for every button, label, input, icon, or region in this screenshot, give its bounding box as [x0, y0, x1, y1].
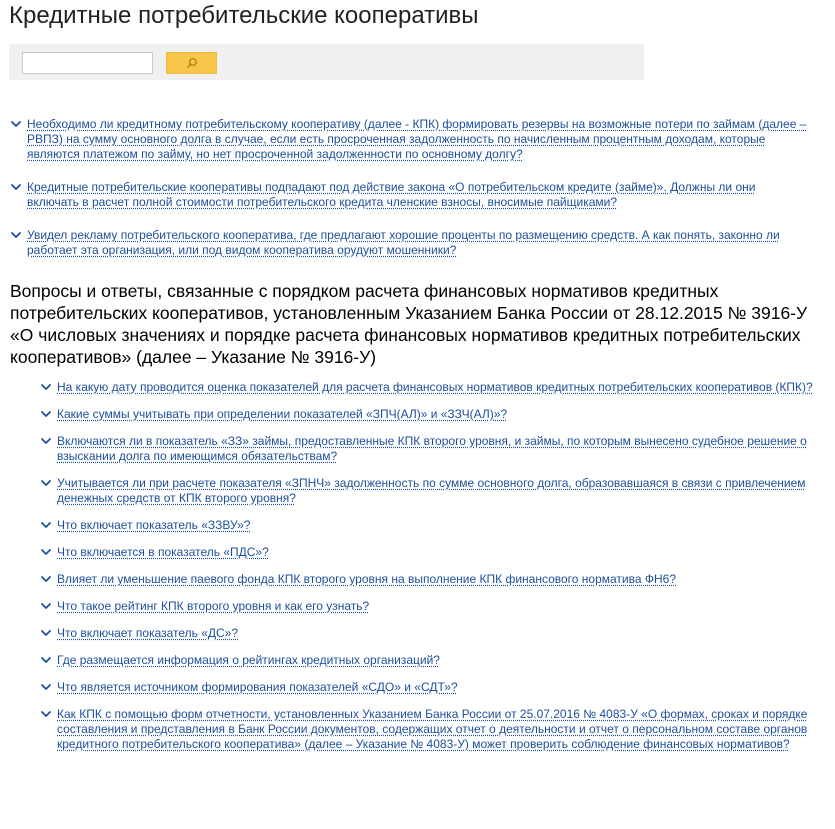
faq-item[interactable]: [40, 380, 815, 395]
faq-question-link[interactable]: На какую дату проводится оценка показателей для расчета финансовых нормативов кредитных потребительских кооперативов (КПК)?: [57, 380, 813, 394]
chevron-down-icon: [40, 681, 52, 693]
faq-item[interactable]: [40, 680, 815, 695]
faq-question-link[interactable]: Как КПК с помощью форм отчетности, установленных Указанием Банка России от 25.07.2016 № 4083-У «О формах, сроках и порядке составления и представления в Банк России документов, содержащих отчет о деятельности и отчет о персональном составе органов кредитного потребительского кооператива» (далее – Указание № 4083-У) может проверить соблюдение финансовых нормативов?: [57, 707, 808, 751]
faq-question-link[interactable]: Необходимо ли кредитному потребительскому кооперативу (далее - КПК) формировать резервы на возможные потери по займам (далее – РВПЗ) на сумму основного долга в случае, если есть просроченная задолженность по начисленным процентным доходам, которые являются платежом по займу, но нет просроченной задолженности по основному долгу?: [27, 117, 807, 161]
search-input[interactable]: [22, 52, 153, 74]
faq-question-link[interactable]: Какие суммы учитывать при определении показателей «ЗПЧ(АЛ)» и «ЗЗЧ(АЛ)»?: [57, 407, 508, 421]
faq-item[interactable]: [40, 572, 815, 587]
faq-item[interactable]: [10, 228, 810, 258]
chevron-down-icon: [40, 381, 52, 393]
chevron-down-icon: [40, 708, 52, 720]
faq-question-link[interactable]: Что является источником формирования показателей «СДО» и «СДТ»?: [57, 680, 458, 694]
faq-question-link[interactable]: Учитывается ли при расчете показателя «ЗПНЧ» задолженность по сумме основного долга, образовавшаяся в связи с привлечением денежных средств от КПК второго уровня?: [57, 476, 806, 505]
chevron-down-icon: [40, 477, 52, 489]
chevron-down-icon: [40, 519, 52, 531]
faq-list-top: [10, 117, 810, 276]
faq-question-link[interactable]: Что включает показатель «ДС»?: [57, 626, 239, 640]
faq-item[interactable]: [40, 707, 815, 752]
chevron-down-icon: [40, 627, 52, 639]
faq-item[interactable]: [40, 545, 815, 560]
faq-item[interactable]: [40, 653, 815, 668]
faq-question-link[interactable]: Влияет ли уменьшение паевого фонда КПК второго уровня на выполнение КПК финансового норматива ФН6?: [57, 572, 677, 586]
search-icon: [186, 57, 198, 69]
faq-item[interactable]: [10, 117, 810, 162]
chevron-down-icon: [40, 546, 52, 558]
faq-item[interactable]: [10, 180, 810, 210]
faq-list-section: [40, 380, 815, 764]
faq-question-link[interactable]: Что включает показатель «ЗЗВУ»?: [57, 518, 251, 532]
chevron-down-icon: [10, 229, 22, 241]
faq-item[interactable]: [40, 476, 815, 506]
faq-item[interactable]: [40, 599, 815, 614]
section-heading: Вопросы и ответы, связанные с порядком расчета финансовых нормативов кредитных потребительских кооперативов, установленным Указанием Банка России от 28.12.2015 № 3916-У «О числовых значениях и порядке расчета финансовых нормативов кредитных потребительских кооперативов» (далее – Указание № 3916-У): [10, 281, 808, 367]
page-title: Кредитные потребительские кооперативы: [9, 2, 479, 29]
chevron-down-icon: [10, 181, 22, 193]
chevron-down-icon: [40, 654, 52, 666]
faq-item[interactable]: [40, 407, 815, 422]
search-button[interactable]: [166, 52, 217, 74]
faq-item[interactable]: [40, 434, 815, 464]
faq-question-link[interactable]: Что включается в показатель «ПДС»?: [57, 545, 269, 559]
faq-question-link[interactable]: Кредитные потребительские кооперативы подпадают под действие закона «О потребительском кредите (займе)». Должны ли они включать в расчет полной стоимости потребительского кредита членские взносы, вносимые пайщиками?: [27, 180, 756, 209]
chevron-down-icon: [10, 118, 22, 130]
faq-item[interactable]: [40, 518, 815, 533]
faq-question-link[interactable]: Что такое рейтинг КПК второго уровня и как его узнать?: [57, 599, 370, 613]
chevron-down-icon: [40, 600, 52, 612]
chevron-down-icon: [40, 408, 52, 420]
search-panel: [9, 44, 644, 80]
chevron-down-icon: [40, 435, 52, 447]
faq-question-link[interactable]: Включаются ли в показатель «ЗЗ» займы, предоставленные КПК второго уровня, и займы, по которым вынесено судебное решение о взыскании долга по имеющимся обязательствам?: [57, 434, 807, 463]
chevron-down-icon: [40, 573, 52, 585]
faq-item[interactable]: [40, 626, 815, 641]
faq-question-link[interactable]: Где размещается информация о рейтингах кредитных организаций?: [57, 653, 440, 667]
faq-question-link[interactable]: Увидел рекламу потребительского кооператива, где предлагают хорошие проценты по размещению средств. А как понять, законно ли работает эта организация, или под видом кооператива орудуют мошенники?: [27, 228, 780, 257]
